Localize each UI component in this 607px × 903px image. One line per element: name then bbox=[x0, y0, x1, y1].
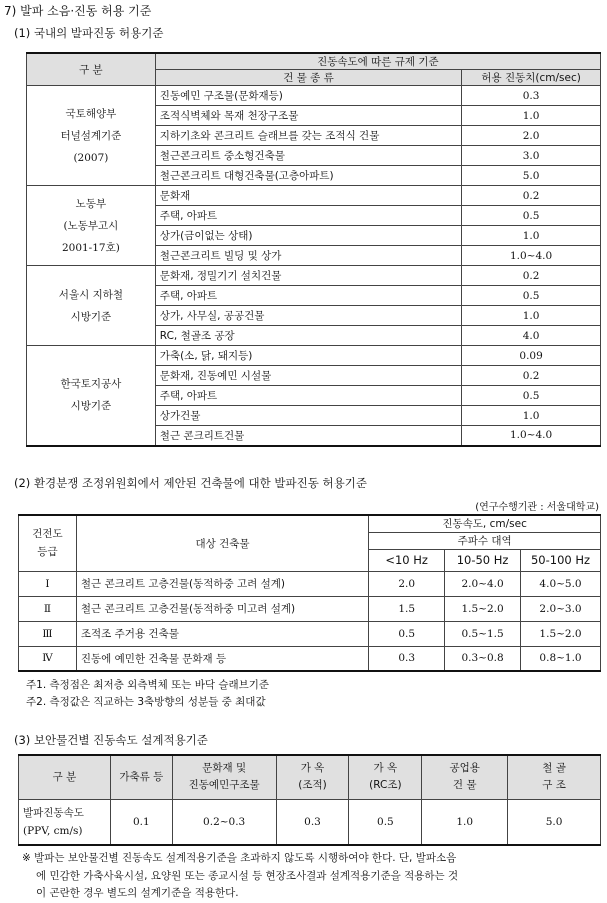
header-cell: 가 옥 (RC조) bbox=[349, 755, 422, 799]
section1-title: (1) 국내의 발파진동 허용기준 bbox=[14, 26, 164, 40]
dispute-committee-table bbox=[18, 514, 601, 672]
value-cell: 0.3 bbox=[276, 799, 349, 845]
header-band: 주파수 대역 bbox=[369, 532, 601, 549]
header-frequency: 50-100 Hz bbox=[521, 549, 601, 571]
value-cell: 0.3~0.8 bbox=[445, 646, 521, 671]
header-building-type: 건 물 종 류 bbox=[155, 70, 461, 86]
building-type-cell: 가축(소, 닭, 돼지등) bbox=[155, 346, 461, 366]
value-cell: 0.3 bbox=[369, 646, 445, 671]
header-cell: 문화재 및 진동예민구조물 bbox=[172, 755, 276, 799]
value-cell: 0.1 bbox=[110, 799, 172, 845]
value-cell: 5.0 bbox=[508, 799, 601, 845]
building-type-cell: 주택, 아파트 bbox=[155, 386, 461, 406]
source-note: (연구수행기관 : 서울대학교) bbox=[475, 502, 599, 513]
table-row bbox=[19, 799, 601, 845]
target-cell: 진동에 예민한 건축물 문화재 등 bbox=[76, 646, 368, 671]
grade-cell: Ⅱ bbox=[19, 596, 77, 621]
header-allowed-value: 허용 진동치(cm/sec) bbox=[462, 70, 601, 86]
target-cell: 철근 콘크리트 고층건물(동적하중 미고려 설계) bbox=[76, 596, 368, 621]
allowed-value-cell: 0.2 bbox=[462, 366, 601, 386]
building-type-cell: 문화재, 진동예민 시설물 bbox=[155, 366, 461, 386]
header-cell: 공업용 건 물 bbox=[422, 755, 508, 799]
table-header-row bbox=[19, 755, 601, 799]
header-frequency: <10 Hz bbox=[369, 549, 445, 571]
section2-title: (2) 환경분쟁 조정위원회에서 제안된 건축물에 대한 발파진동 허용기준 bbox=[14, 476, 367, 490]
value-cell: 0.2~0.3 bbox=[172, 799, 276, 845]
note-2: 주2. 측정값은 직교하는 3축방향의 성분들 중 최대값 bbox=[26, 696, 266, 708]
header-group: 진동속도에 따른 규제 기준 bbox=[155, 53, 600, 70]
value-cell: 0.5 bbox=[349, 799, 422, 845]
allowed-value-cell: 1.0~4.0 bbox=[462, 246, 601, 266]
allowed-value-cell: 0.3 bbox=[462, 86, 601, 106]
building-type-cell: 진동예민 구조물(문화재등) bbox=[155, 86, 461, 106]
value-cell: 2.0 bbox=[369, 571, 445, 596]
row-label: 발파진동속도 (PPV, cm/s) bbox=[19, 799, 111, 845]
table-row bbox=[27, 346, 601, 366]
header-grade: 건전도 등급 bbox=[19, 515, 77, 571]
value-cell: 1.5 bbox=[369, 596, 445, 621]
header-cell: 구 분 bbox=[19, 755, 111, 799]
grade-cell: Ⅰ bbox=[19, 571, 77, 596]
value-cell: 0.5~1.5 bbox=[445, 621, 521, 646]
header-cell: 가축류 등 bbox=[110, 755, 172, 799]
value-cell: 1.5~2.0 bbox=[445, 596, 521, 621]
allowed-value-cell: 0.09 bbox=[462, 346, 601, 366]
agency-cell: 노동부 (노동부고시 2001-17호) bbox=[27, 186, 156, 266]
table-row bbox=[19, 596, 601, 621]
footnote-line: 에 민감한 가축사육시설, 요양원 또는 종교시설 등 현장조사결과 설계적용기준을 적용하는 것 bbox=[36, 869, 459, 882]
header-category: 구 분 bbox=[27, 53, 156, 86]
table-row bbox=[27, 186, 601, 206]
agency-cell: 국토해양부 터널설계기준 (2007) bbox=[27, 86, 156, 186]
building-type-cell: 상가, 사무실, 공공건물 bbox=[155, 306, 461, 326]
table-header-row bbox=[27, 53, 601, 70]
value-cell: 1.0 bbox=[422, 799, 508, 845]
table-row bbox=[27, 86, 601, 106]
building-type-cell: 철근콘크리트 빌딩 및 상가 bbox=[155, 246, 461, 266]
note-1: 주1. 측정점은 최저층 외측벽체 또는 바닥 슬래브기준 bbox=[26, 679, 270, 691]
allowed-value-cell: 0.2 bbox=[462, 186, 601, 206]
building-type-cell: 주택, 아파트 bbox=[155, 286, 461, 306]
value-cell: 2.0~4.0 bbox=[445, 571, 521, 596]
allowed-value-cell: 4.0 bbox=[462, 326, 601, 346]
value-cell: 0.5 bbox=[369, 621, 445, 646]
agency-cell: 서울시 지하철 시방기준 bbox=[27, 266, 156, 346]
page-heading: 7) 발파 소음·진동 허용 기준 bbox=[4, 4, 152, 18]
building-type-cell: 철근콘크리트 중소형건축물 bbox=[155, 146, 461, 166]
footnote-line: ※ 발파는 보안물건별 진동속도 설계적용기준을 초과하지 않도록 시행하여야 한다. 단, 발파소음 bbox=[22, 852, 457, 864]
design-criteria-table bbox=[18, 754, 601, 846]
header-cell: 철 골 구 조 bbox=[508, 755, 601, 799]
agency-cell: 한국토지공사 시방기준 bbox=[27, 346, 156, 446]
building-type-cell: 상가(금이없는 상태) bbox=[155, 226, 461, 246]
building-type-cell: 지하기초와 콘크리트 슬래브를 갖는 조적식 건물 bbox=[155, 126, 461, 146]
table-header-row bbox=[19, 515, 601, 532]
header-speed: 진동속도, cm/sec bbox=[369, 515, 601, 532]
value-cell: 2.0~3.0 bbox=[521, 596, 601, 621]
grade-cell: Ⅳ bbox=[19, 646, 77, 671]
value-cell: 4.0~5.0 bbox=[521, 571, 601, 596]
value-cell: 1.5~2.0 bbox=[521, 621, 601, 646]
header-target: 대상 건축물 bbox=[76, 515, 368, 571]
allowed-value-cell: 3.0 bbox=[462, 146, 601, 166]
footnote-line: 이 곤란한 경우 별도의 설계기준을 적용한다. bbox=[36, 887, 239, 899]
allowed-value-cell: 1.0 bbox=[462, 226, 601, 246]
target-cell: 조적조 주거용 건축물 bbox=[76, 621, 368, 646]
building-type-cell: 문화재, 정밀기기 설치건물 bbox=[155, 266, 461, 286]
target-cell: 철근 콘크리트 고층건물(동적하중 고려 설계) bbox=[76, 571, 368, 596]
allowed-value-cell: 0.5 bbox=[462, 386, 601, 406]
grade-cell: Ⅲ bbox=[19, 621, 77, 646]
building-type-cell: 상가건물 bbox=[155, 406, 461, 426]
table-row bbox=[27, 266, 601, 286]
allowed-value-cell: 2.0 bbox=[462, 126, 601, 146]
allowed-value-cell: 1.0 bbox=[462, 106, 601, 126]
allowed-value-cell: 0.2 bbox=[462, 266, 601, 286]
building-type-cell: 철근 콘크리트건물 bbox=[155, 426, 461, 446]
table-row bbox=[19, 621, 601, 646]
allowed-value-cell: 1.0 bbox=[462, 406, 601, 426]
section3-title: (3) 보안물건별 진동속도 설계적용기준 bbox=[14, 733, 208, 747]
table-row bbox=[19, 646, 601, 671]
domestic-vibration-table bbox=[26, 52, 601, 447]
header-frequency: 10-50 Hz bbox=[445, 549, 521, 571]
allowed-value-cell: 0.5 bbox=[462, 286, 601, 306]
building-type-cell: 철근콘크리트 대형건축물(고층아파트) bbox=[155, 166, 461, 186]
header-cell: 가 옥 (조적) bbox=[276, 755, 349, 799]
footnote bbox=[22, 850, 602, 903]
allowed-value-cell: 5.0 bbox=[462, 166, 601, 186]
allowed-value-cell: 1.0 bbox=[462, 306, 601, 326]
building-type-cell: 조적식벽체와 목재 천장구조물 bbox=[155, 106, 461, 126]
building-type-cell: 문화재 bbox=[155, 186, 461, 206]
building-type-cell: RC, 철골조 공장 bbox=[155, 326, 461, 346]
allowed-value-cell: 0.5 bbox=[462, 206, 601, 226]
table-row bbox=[19, 571, 601, 596]
building-type-cell: 주택, 아파트 bbox=[155, 206, 461, 226]
value-cell: 0.8~1.0 bbox=[521, 646, 601, 671]
allowed-value-cell: 1.0~4.0 bbox=[462, 426, 601, 446]
